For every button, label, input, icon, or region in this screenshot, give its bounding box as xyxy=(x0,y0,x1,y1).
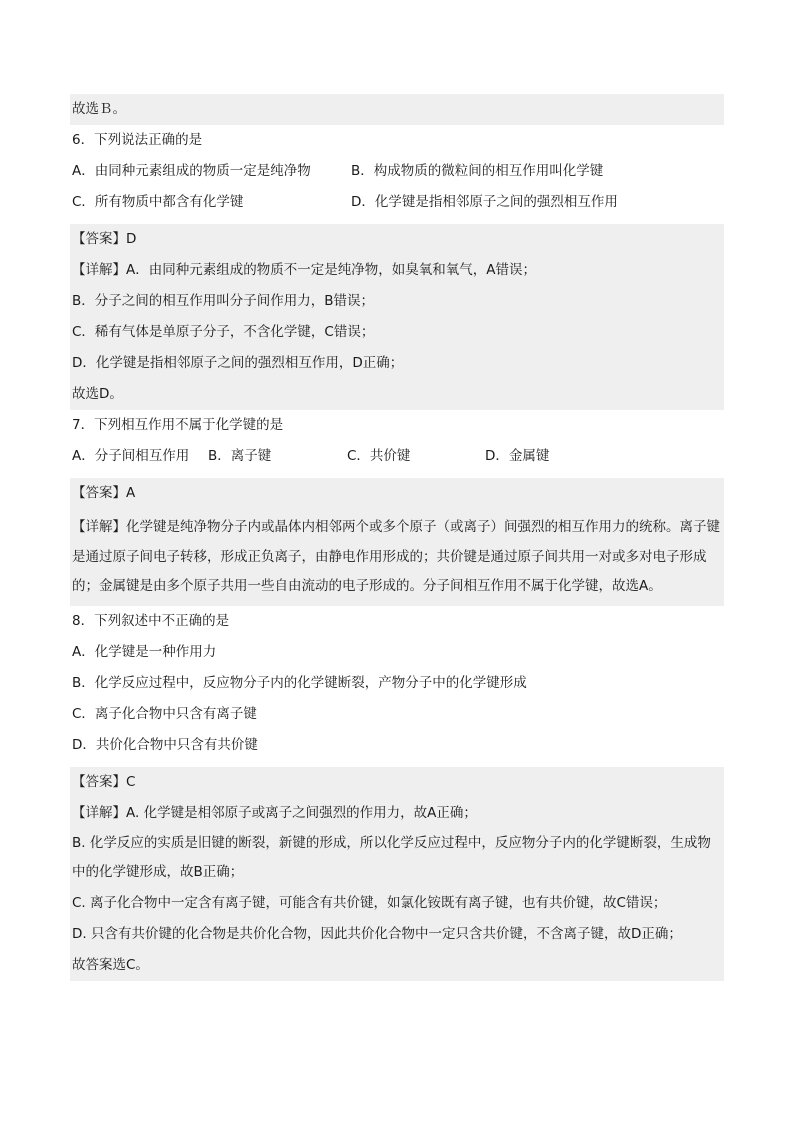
q7-options-row xyxy=(70,441,724,472)
q6-option-a: A．由同种元素组成的物质一定是纯净物 xyxy=(72,163,311,179)
q7-analysis: 【详解】化学键是纯净物分子内或晶体内相邻两个或多个原子（或离子）间强烈的相互作用力的统称。离子键是通过原子间电子转移，形成正负离子，由静电作用形成的；共价键是通过原子间共用一对或多对电子形成的；金属键是由多个原子共用一些自由流动的电子形成的。分子间相互作用不属于化学键，故选A。 xyxy=(72,519,720,594)
document-body xyxy=(70,94,724,981)
q8-analysis-a: 【详解】A. 化学键是相邻原子或离子之间强烈的作用力，故A正确； xyxy=(72,804,477,821)
q6-answer: 【答案】D xyxy=(72,231,137,247)
q7-option-d: D．金属键 xyxy=(485,448,550,464)
q6-option-b: B．构成物质的微粒间的相互作用叫化学键 xyxy=(351,163,604,179)
q6-analysis-line: 【详解】A．由同种元素组成的物质不一定是纯净物，如臭氧和氧气，A错误； xyxy=(72,262,536,278)
q7-option-a: A．分子间相互作用 xyxy=(72,448,190,464)
q5-conclusion: 故选Ｂ。 xyxy=(70,94,724,125)
q8-stem: 8．下列叙述中不正确的是 xyxy=(72,612,230,629)
q8-analysis-b: B. 化学反应的实质是旧键的断裂，新键的形成，所以化学反应过程中，反应物分子内的化学键断裂，生成物中的化学键形成，故B正确； xyxy=(72,834,711,880)
q6-analysis-line: C．稀有气体是单原子分子，不含化学键，C错误； xyxy=(72,324,375,340)
q8-conclusion: 故答案选C。 xyxy=(72,956,149,973)
q6-options-row-1 xyxy=(70,156,724,187)
q7-answer: 【答案】A xyxy=(72,485,136,501)
q6-analysis-line: D．化学键是指相邻原子之间的强烈相互作用，D正确； xyxy=(72,355,404,371)
q8-option-a: A．化学键是一种作用力 xyxy=(72,643,217,660)
q8-option-b: B．化学反应过程中，反应物分子内的化学键断裂，产物分子中的化学键形成 xyxy=(72,674,527,691)
q6-answer-block xyxy=(70,224,724,410)
q6-option-c: C．所有物质中都含有化学键 xyxy=(72,194,244,210)
q7-stem: 7．下列相互作用不属于化学键的是 xyxy=(72,417,284,433)
q8-answer: 【答案】C xyxy=(72,773,136,790)
q8-option-c: C．离子化合物中只含有离子键 xyxy=(72,705,257,722)
q6-analysis-line: B．分子之间的相互作用叫分子间作用力，B错误； xyxy=(72,293,375,309)
q7-answer-block xyxy=(70,478,724,606)
q6-options-row-2 xyxy=(70,187,724,218)
q8-analysis-d: D. 只含有共价键的化合物是共价化合物，因此共价化合物中一定只含共价键，不含离子键，故D正确； xyxy=(72,925,682,942)
q6-option-d: D．化学键是指相邻原子之间的强烈相互作用 xyxy=(351,194,618,210)
q7-option-b: B．离子键 xyxy=(208,448,272,464)
q6-stem: 6．下列说法正确的是 xyxy=(72,132,203,148)
q8-analysis-c: C. 离子化合物中一定含有离子键，可能含有共价键，如氯化铵既有离子键，也有共价键，故C错误； xyxy=(72,894,667,911)
q6-conclusion: 故选D。 xyxy=(72,386,123,402)
q8-answer-block xyxy=(70,767,724,981)
q7-option-c: C．共价键 xyxy=(347,448,411,464)
q8-option-d: D．共价化合物中只含有共价键 xyxy=(72,736,258,753)
